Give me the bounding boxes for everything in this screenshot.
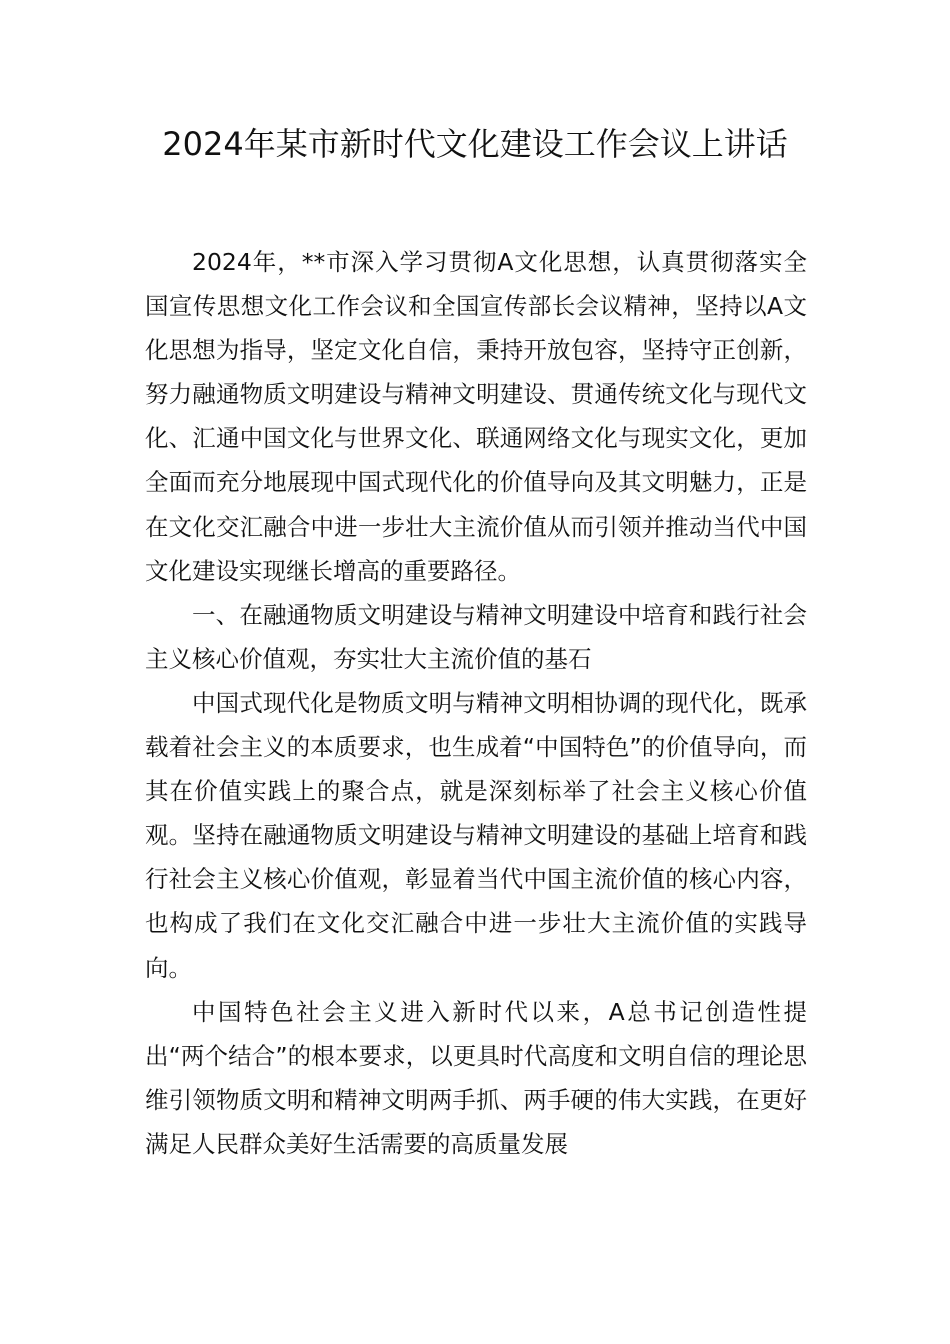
section-heading-1: 一、在融通物质文明建设与精神文明建设中培育和践行社会主义核心价值观，夯实壮大主流价值的基石 — [145, 600, 807, 673]
paragraph-body-2: 中国特色社会主义进入新时代以来，A总书记创造性提出“两个结合”的根本要求，以更具时代高度和文明自信的理论思维引领物质文明和精神文明两手抓、两手硬的伟大实践，在更好满足人民群众美好生活需要的高质量发展 — [145, 997, 807, 1158]
document-body — [145, 240, 807, 1166]
document-title: 2024年某市新时代文化建设工作会议上讲话 — [162, 125, 788, 163]
paragraph-body-1: 中国式现代化是物质文明与精神文明相协调的现代化，既承载着社会主义的本质要求，也生成着“中国特色”的价值导向，而其在价值实践上的聚合点，就是深刻标举了社会主义核心价值观。坚持在融通物质文明建设与精神文明建设的基础上培育和践行社会主义核心价值观，彰显着当代中国主流价值的核心内容，也构成了我们在文化交汇融合中进一步壮大主流价值的实践导向。 — [145, 688, 807, 982]
paragraph-intro: 2024年，**市深入学习贯彻A文化思想，认真贯彻落实全国宣传思想文化工作会议和全国宣传部长会议精神，坚持以A文化思想为指导，坚定文化自信，秉持开放包容，坚持守正创新，努力融通物质文明建设与精神文明建设、贯通传统文化与现代文化、汇通中国文化与世界文化、联通网络文化与现实文化，更加全面而充分地展现中国式现代化的价值导向及其文明魅力，正是在文化交汇融合中进一步壮大主流价值从而引领并推动当代中国文化建设实现继长增高的重要路径。 — [145, 248, 807, 585]
